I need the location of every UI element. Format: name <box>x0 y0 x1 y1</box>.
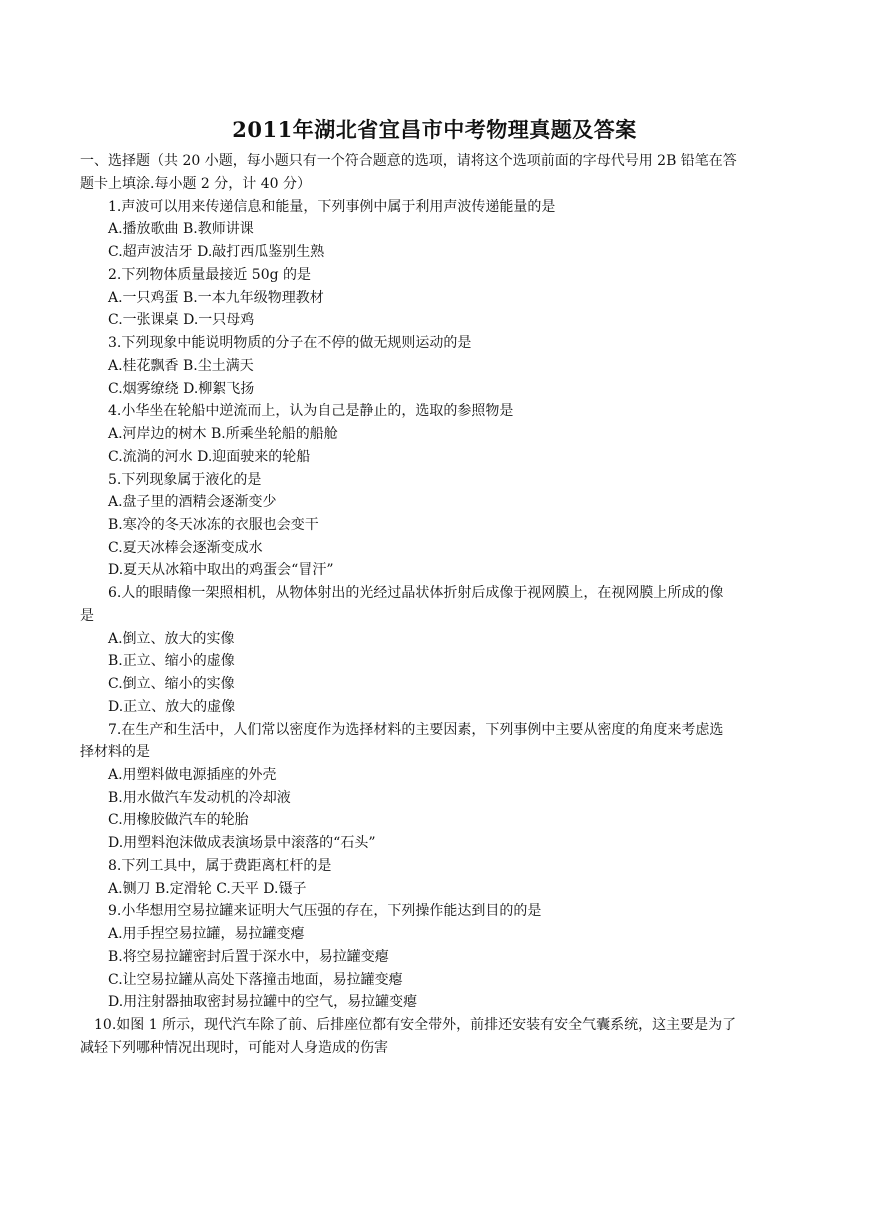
question-option: B.正立、缩小的虚像 <box>108 653 235 669</box>
question-option: D.夏天从冰箱中取出的鸡蛋会“冒汗” <box>108 562 334 578</box>
question-stem: 1.声波可以用来传递信息和能量，下列事例中属于利用声波传递能量的是 <box>108 199 556 215</box>
question-option: C.烟雾缭绕 D.柳絮飞扬 <box>108 381 255 397</box>
question-stem: 8.下列工具中，属于费距离杠杆的是 <box>108 858 332 874</box>
question-stem: 5.下列现象属于液化的是 <box>108 472 262 488</box>
question-option: A.倒立、放大的实像 <box>108 631 235 647</box>
question-stem: 3.下列现象中能说明物质的分子在不停的做无规则运动的是 <box>108 335 472 351</box>
question-option: A.铡刀 B.定滑轮 C.天平 D.镊子 <box>108 881 307 897</box>
question-stem: 7.在生产和生活中，人们常以密度作为选择材料的主要因素，下列事例中主要从密度的角度来考虑选 <box>108 722 724 738</box>
document-title: 2011年湖北省宜昌市中考物理真题及答案 <box>232 117 637 142</box>
question-option: A.河岸边的树木 B.所乘坐轮船的船舱 <box>108 426 338 442</box>
question-stem: 9.小华想用空易拉罐来证明大气压强的存在，下列操作能达到目的的是 <box>108 903 542 919</box>
question-option: C.用橡胶做汽车的轮胎 <box>108 812 249 828</box>
question-option: D.用注射器抽取密封易拉罐中的空气，易拉罐变瘪 <box>108 994 418 1010</box>
question-stem-cont: 是 <box>80 608 94 624</box>
question-option: C.一张课桌 D.一只母鸡 <box>108 312 255 328</box>
question-option: C.超声波洁牙 D.敲打西瓜鉴别生熟 <box>108 244 325 260</box>
question-option: B.寒冷的冬天冰冻的衣服也会变干 <box>108 517 319 533</box>
question-option: C.让空易拉罐从高处下落撞击地面，易拉罐变瘪 <box>108 972 403 988</box>
question-stem: 10.如图 1 所示，现代汽车除了前、后排座位都有安全带外，前排还安装有安全气囊系统，这主要是为了 <box>94 1017 737 1033</box>
question-option: A.桂花飘香 B.尘土满天 <box>108 358 254 374</box>
question-stem: 4.小华坐在轮船中逆流而上，认为自己是静止的，选取的参照物是 <box>108 403 514 419</box>
question-option: A.用塑料做电源插座的外壳 <box>108 767 277 783</box>
question-option: D.正立、放大的虚像 <box>108 699 236 715</box>
section-heading: 一、选择题（共 20 小题，每小题只有一个符合题意的选项，请将这个选项前面的字母代号用 2B 铅笔在答 <box>80 153 737 169</box>
question-stem: 6.人的眼睛像一架照相机，从物体射出的光经过晶状体折射后成像于视网膜上，在视网膜上所成的像 <box>108 585 724 601</box>
question-stem-cont: 择材料的是 <box>80 744 150 760</box>
question-option: B.将空易拉罐密封后置于深水中，易拉罐变瘪 <box>108 949 389 965</box>
section-heading-cont: 题卡上填涂.每小题 2 分，计 40 分） <box>80 176 311 192</box>
question-option: A.盘子里的酒精会逐渐变少 <box>108 494 277 510</box>
question-option: A.用手捏空易拉罐，易拉罐变瘪 <box>108 926 305 942</box>
question-option: B.用水做汽车发动机的冷却液 <box>108 790 291 806</box>
question-option: C.倒立、缩小的实像 <box>108 676 235 692</box>
question-option: A.一只鸡蛋 B.一本九年级物理教材 <box>108 290 324 306</box>
question-option: C.流淌的河水 D.迎面驶来的轮船 <box>108 449 311 465</box>
question-stem-cont: 减轻下列哪种情况出现时，可能对人身造成的伤害 <box>80 1040 388 1056</box>
question-option: A.播放歌曲 B.教师讲课 <box>108 221 254 237</box>
question-stem: 2.下列物体质量最接近 50g 的是 <box>108 267 312 283</box>
question-option: D.用塑料泡沫做成表演场景中滚落的“石头” <box>108 835 376 851</box>
question-option: C.夏天冰棒会逐渐变成水 <box>108 540 263 556</box>
